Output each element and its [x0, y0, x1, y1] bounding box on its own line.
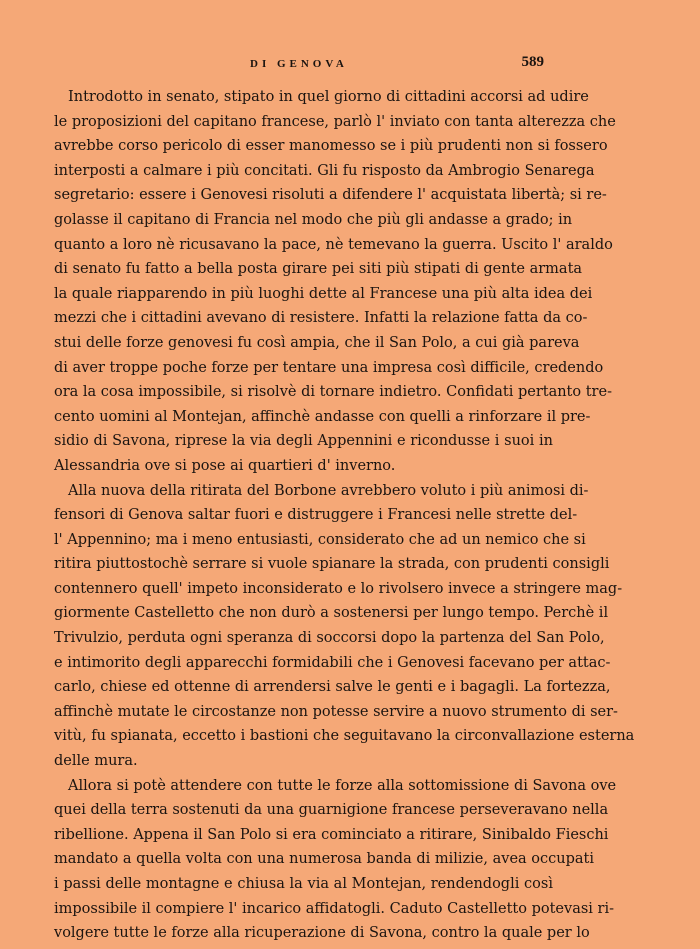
running-title: DI GENOVA [250, 58, 348, 70]
paragraph-2 [54, 479, 635, 774]
text-line: sidio di Savona, riprese la via degli Appennini e ricondusse i suoi in [54, 433, 553, 450]
text-line: mandato a quella volta con una numerosa banda di milizie, avea occupati [54, 851, 594, 868]
text-line: Trivulzio, perduta ogni speranza di soccorsi dopo la partenza del San Polo, [54, 630, 605, 647]
text-line: la quale riapparendo in più luoghi dette al Francese una più alta idea dei [54, 285, 593, 302]
text-line: fensori di Genova saltar fuori e distruggere i Francesi nelle strette del- [54, 507, 578, 524]
text-line: contennero quell' impeto inconsiderato e lo rivolsero invece a stringere mag- [54, 580, 623, 597]
text-line: di aver troppe poche forze per tentare una impresa così difficile, credendo [54, 359, 604, 376]
text-line: carlo, chiese ed ottenne di arrendersi salve le genti e i bagagli. La fortezza, [54, 679, 611, 696]
text-line: le proposizioni del capitano francese, parlò l' inviato con tanta alterezza che [54, 113, 616, 130]
text-line: volgere tutte le forze alla ricuperazione di Savona, contro la quale per lo [54, 925, 590, 942]
text-line: vitù, fu spianata, eccetto i bastioni che seguitavano la circonvallazione esterna [54, 728, 635, 745]
text-line: e intimorito degli apparecchi formidabili che i Genovesi facevano per attac- [54, 654, 611, 671]
text-line: Allora si potè attendere con tutte le forze alla sottomissione di Savona ove [68, 777, 617, 794]
text-line: delle mura. [54, 753, 138, 770]
text-line: quanto a loro nè ricusavano la pace, nè temevano la guerra. Uscito l' araldo [54, 236, 613, 253]
text-line: stui delle forze genovesi fu così ampia, che il San Polo, a cui già pareva [54, 334, 580, 351]
text-line: Introdotto in senato, stipato in quel giorno di cittadini accorsi ad udire [68, 89, 589, 105]
text-line: Alessandria ove si pose ai quartieri d' inverno. [54, 457, 396, 474]
text-line: segretario: essere i Genovesi risoluti a difendere l' acquistata libertà; si re- [54, 187, 607, 204]
text-line: ritira piuttostochè serrare si vuole spianare la strada, con prudenti consigli [54, 556, 610, 573]
text-line: giormente Castelletto che non durò a sostenersi per lungo tempo. Perchè il [54, 605, 609, 622]
text-line: impossibile il compiere l' incarico affidatogli. Caduto Castelletto potevasi ri- [54, 900, 614, 917]
text-line: di senato fu fatto a bella posta girare pei siti più stipati di gente armata [54, 261, 583, 278]
running-head [0, 54, 700, 76]
paragraph-3 [54, 774, 617, 946]
text-line: interposti a calmare i più concitati. Gli fu risposto da Ambrogio Senarega [54, 162, 595, 179]
page-number: 589 [521, 54, 544, 70]
text-line: mezzi che i cittadini avevano di resistere. Infatti la relazione fatta da co- [54, 310, 588, 327]
text-line: avrebbe corso pericolo di esser manomesso se i più prudenti non si fossero [54, 138, 608, 155]
paragraph-1 [54, 85, 616, 479]
text-line: affinchè mutate le circostanze non potesse servire a nuovo strumento di ser- [54, 703, 618, 720]
text-line: i passi delle montagne e chiusa la via al Montejan, rendendogli così [54, 876, 553, 892]
text-line: cento uomini al Montejan, affinchè andasse con quelli a rinforzare il pre- [54, 408, 591, 425]
body-text [54, 85, 635, 946]
text-line: ribellione. Appena il San Polo si era cominciato a ritirare, Sinibaldo Fieschi [54, 826, 609, 843]
text-line: golasse il capitano di Francia nel modo che più gli andasse a grado; in [54, 211, 573, 228]
text-line: quei della terra sostenuti da una guarnigione francese perseveravano nella [54, 802, 609, 819]
text-line: Alla nuova della ritirata del Borbone avrebbero voluto i più animosi di- [68, 482, 589, 499]
text-line: ora la cosa impossibile, si risolvè di tornare indietro. Confidati pertanto tre- [54, 384, 612, 401]
text-line: l' Appennino; ma i meno entusiasti, considerato che ad un nemico che si [54, 531, 586, 548]
